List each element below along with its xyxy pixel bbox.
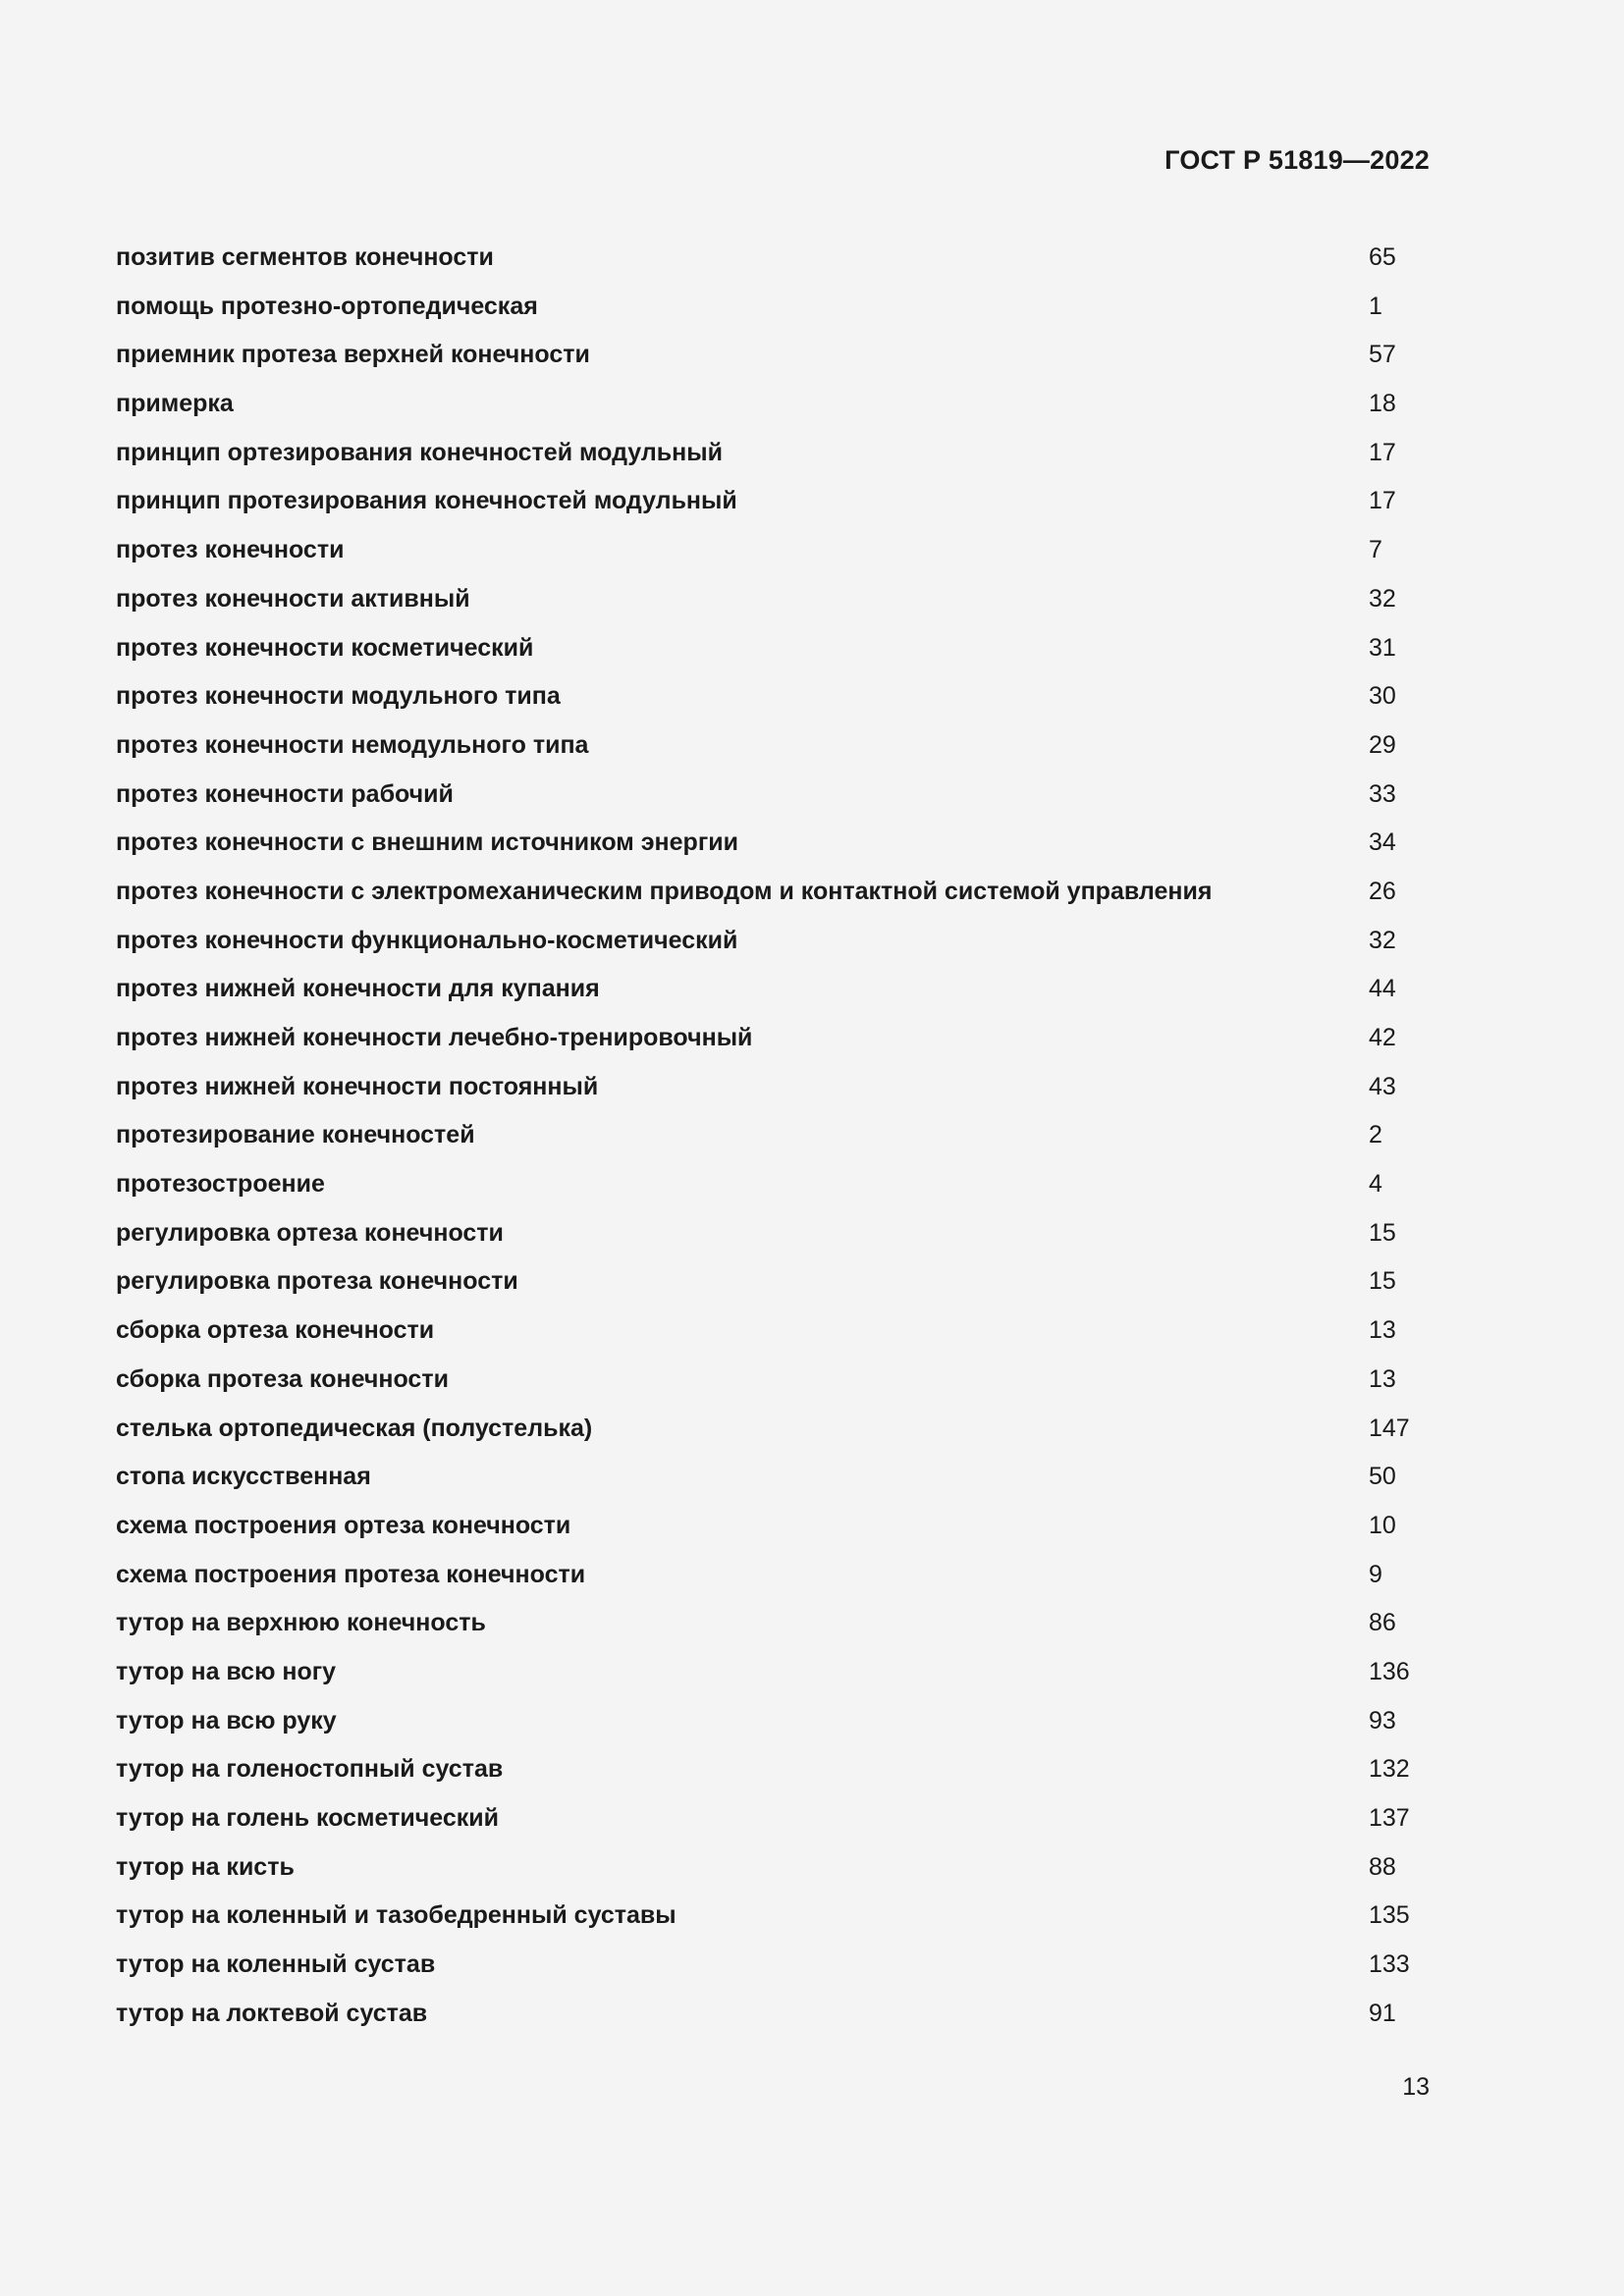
- index-term: регулировка протеза конечности: [116, 1267, 518, 1296]
- index-term: тутор на коленный и тазобедренный суставы: [116, 1901, 677, 1930]
- index-term-number: 7: [1369, 536, 1382, 564]
- index-entry: [116, 576, 1441, 625]
- index-entry: [116, 1893, 1441, 1942]
- index-term-number: 93: [1369, 1706, 1396, 1735]
- index-term-number: 65: [1369, 243, 1396, 271]
- index-entry: [116, 1258, 1441, 1308]
- index-entry: [116, 918, 1441, 967]
- document-code: ГОСТ Р 51819—2022: [1164, 145, 1430, 175]
- index-term-number: 147: [1369, 1414, 1410, 1442]
- index-term: тутор на коленный сустав: [116, 1950, 436, 1979]
- index-entry: [116, 1406, 1441, 1455]
- index-term-number: 30: [1369, 682, 1396, 711]
- index-term-number: 137: [1369, 1804, 1410, 1832]
- index-term: протез конечности функционально-косметический: [116, 926, 738, 954]
- index-entry: [116, 673, 1441, 722]
- index-term: протез конечности активный: [116, 584, 470, 613]
- index-entry: [116, 1357, 1441, 1406]
- index-term-number: 42: [1369, 1024, 1396, 1051]
- index-entry: [116, 1112, 1441, 1161]
- index-entry: [116, 430, 1441, 479]
- index-entry: [116, 966, 1441, 1015]
- index-entry: [116, 284, 1441, 333]
- index-term-number: 13: [1369, 1364, 1396, 1393]
- index-term-number: 13: [1369, 1316, 1396, 1345]
- index-entry: [116, 1991, 1441, 2040]
- index-term: позитив сегментов конечности: [116, 243, 494, 271]
- index-term-number: 18: [1369, 390, 1396, 418]
- index-term-number: 88: [1369, 1852, 1396, 1881]
- index-entry: [116, 869, 1441, 918]
- index-term: стопа искусственная: [116, 1463, 371, 1491]
- index-term: протез конечности немодульного типа: [116, 730, 589, 759]
- index-entry: [116, 1503, 1441, 1552]
- index-term-number: 15: [1369, 1267, 1396, 1296]
- index-term: протезостроение: [116, 1170, 325, 1199]
- index-term: регулировка ортеза конечности: [116, 1218, 504, 1247]
- index-term-number: 133: [1369, 1950, 1410, 1979]
- index-entry: [116, 625, 1441, 674]
- index-entry: [116, 1210, 1441, 1259]
- index-term-number: 136: [1369, 1657, 1410, 1685]
- index-term-number: 33: [1369, 779, 1396, 808]
- index-term-number: 132: [1369, 1755, 1410, 1784]
- index-term: тутор на верхнюю конечность: [116, 1609, 486, 1637]
- index-term: схема построения протеза конечности: [116, 1560, 586, 1588]
- index-entry: [116, 1064, 1441, 1113]
- index-term-number: 44: [1369, 975, 1396, 1003]
- index-entry: [116, 332, 1441, 381]
- index-entry: [116, 1454, 1441, 1503]
- index-term: сборка ортеза конечности: [116, 1316, 435, 1345]
- index-term: сборка протеза конечности: [116, 1364, 449, 1393]
- index-entry: [116, 1698, 1441, 1747]
- index-entry: [116, 1795, 1441, 1844]
- index-entry: [116, 1161, 1441, 1210]
- index-term-number: 1: [1369, 292, 1382, 320]
- index-term: приемник протеза верхней конечности: [116, 341, 590, 369]
- index-term-number: 29: [1369, 730, 1396, 759]
- index-term: протез конечности с внешним источником энергии: [116, 828, 738, 857]
- index-entry: [116, 1308, 1441, 1357]
- index-entry: [116, 1942, 1441, 1991]
- index-term: протезирование конечностей: [116, 1121, 475, 1149]
- index-term: тутор на всю руку: [116, 1706, 337, 1735]
- index-term: помощь протезно-ортопедическая: [116, 292, 538, 320]
- index-term: стелька ортопедическая (полустелька): [116, 1414, 593, 1442]
- index-term: примерка: [116, 390, 234, 418]
- index-term-number: 9: [1369, 1560, 1382, 1588]
- index-term-number: 135: [1369, 1901, 1410, 1930]
- index-term: тутор на кисть: [116, 1852, 295, 1881]
- index-entry: [116, 478, 1441, 527]
- index-term-number: 32: [1369, 584, 1396, 613]
- index-entry: [116, 1649, 1441, 1698]
- index-term: протез конечности рабочий: [116, 779, 454, 808]
- index-entry: [116, 820, 1441, 869]
- index-term: протез конечности косметический: [116, 633, 534, 662]
- page-number: 13: [1402, 2073, 1430, 2101]
- index-term: тутор на всю ногу: [116, 1657, 337, 1685]
- index-term-number: 26: [1369, 877, 1396, 905]
- index-term: протез нижней конечности постоянный: [116, 1072, 599, 1100]
- index-term-number: 10: [1369, 1511, 1396, 1539]
- alphabetical-index: [116, 235, 1441, 2039]
- index-term-number: 2: [1369, 1121, 1382, 1149]
- index-entry: [116, 1844, 1441, 1894]
- index-entry: [116, 1746, 1441, 1795]
- index-term: тутор на локтевой сустав: [116, 1999, 428, 2027]
- index-term-number: 4: [1369, 1170, 1382, 1199]
- index-term-number: 32: [1369, 926, 1396, 954]
- index-term-number: 43: [1369, 1072, 1396, 1100]
- index-entry: [116, 1600, 1441, 1649]
- index-entry: [116, 1015, 1441, 1064]
- index-term-number: 17: [1369, 487, 1396, 515]
- index-term: протез конечности модульного типа: [116, 682, 561, 711]
- index-entry: [116, 722, 1441, 772]
- index-term-number: 91: [1369, 1999, 1396, 2027]
- index-term-number: 57: [1369, 341, 1396, 369]
- index-entry: [116, 1552, 1441, 1601]
- index-term-number: 86: [1369, 1609, 1396, 1637]
- index-term-number: 31: [1369, 633, 1396, 662]
- index-term: схема построения ортеза конечности: [116, 1511, 571, 1539]
- index-term: протез конечности: [116, 536, 345, 564]
- index-entry: [116, 381, 1441, 430]
- index-term: протез нижней конечности для купания: [116, 975, 600, 1003]
- index-term: принцип протезирования конечностей модульный: [116, 487, 737, 515]
- index-term: тутор на голень косметический: [116, 1804, 499, 1832]
- index-entry: [116, 772, 1441, 821]
- index-term-number: 34: [1369, 828, 1396, 857]
- index-term-number: 50: [1369, 1463, 1396, 1491]
- index-entry: [116, 527, 1441, 576]
- index-term: тутор на голеностопный сустав: [116, 1755, 504, 1784]
- index-term-number: 15: [1369, 1218, 1396, 1247]
- index-term: протез нижней конечности лечебно-тренировочный: [116, 1024, 753, 1051]
- index-entry: [116, 235, 1441, 284]
- index-term: протез конечности с электромеханическим приводом и контактной системой управления: [116, 877, 1213, 905]
- index-term-number: 17: [1369, 438, 1396, 466]
- index-term: принцип ортезирования конечностей модульный: [116, 438, 723, 466]
